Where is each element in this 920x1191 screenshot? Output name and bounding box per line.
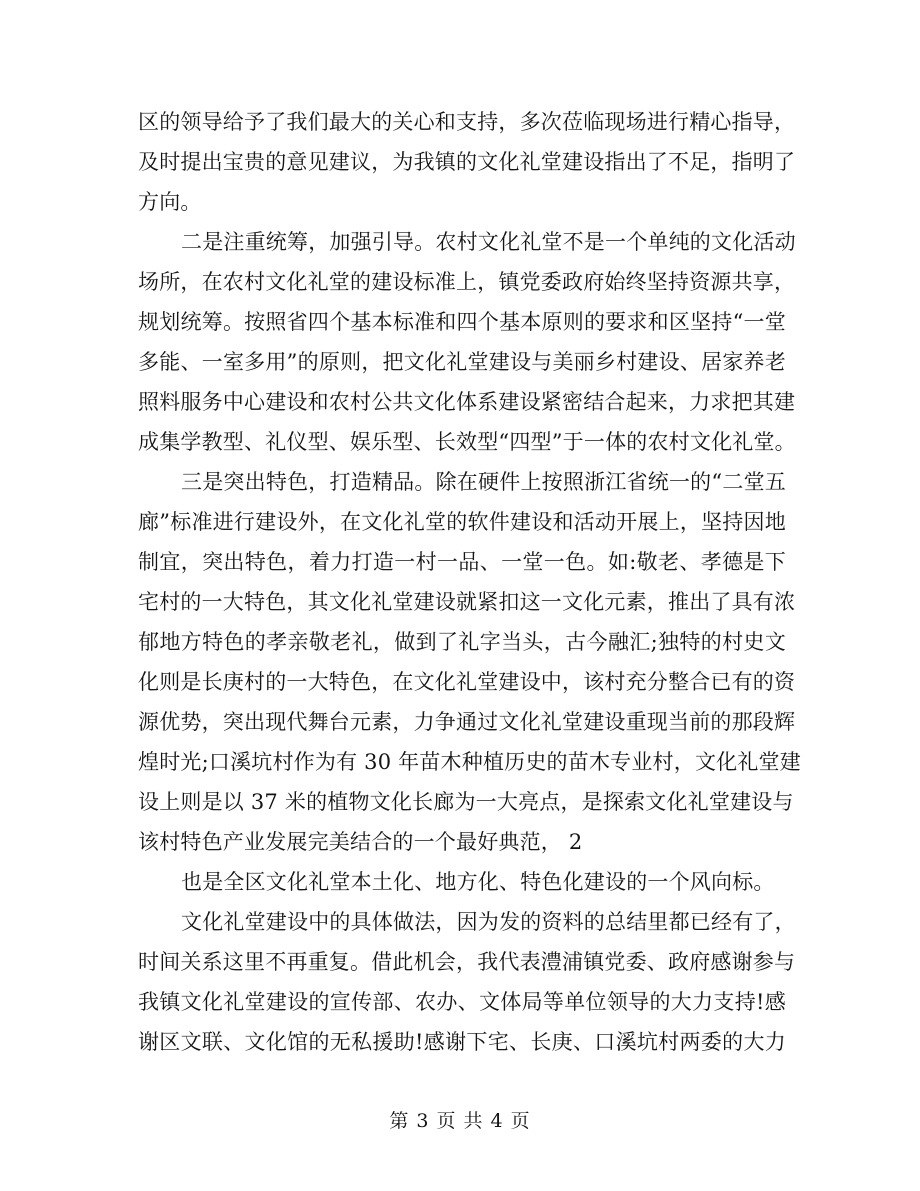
- text-line: 多能、一室多用”的原则，把文化礼堂建设与美丽乡村建设、居家养老: [138, 350, 786, 374]
- document-body: [138, 102, 801, 1062]
- text-line: 制宜，突出特色，着力打造一村一品、一堂一色。如:敬老、孝德是下: [138, 550, 786, 574]
- text-line: 设上则是以 37 米的植物文化长廊为一大亮点，是探索文化礼堂建设与: [138, 790, 794, 814]
- text-line: 谢区文联、文化馆的无私援助!感谢下宅、长庚、口溪坑村两委的大力: [138, 1030, 786, 1054]
- text-line: 照料服务中心建设和农村公共文化体系建设紧密结合起来，力求把其建: [138, 390, 796, 414]
- text-line: 煌时光;口溪坑村作为有 30 年苗木种植历史的苗木专业村，文化礼堂建: [138, 750, 801, 774]
- text-line: 我镇文化礼堂建设的宣传部、农办、文体局等单位领导的大力支持!感: [138, 990, 786, 1014]
- text-line: 时间关系这里不再重复。借此机会，我代表澧浦镇党委、政府感谢参与: [138, 950, 796, 974]
- page-number-footer: 第 3 页 共 4 页: [389, 1110, 531, 1132]
- paragraph-start-line: 也是全区文化礼堂本土化、地方化、特色化建设的一个风向标。: [181, 870, 775, 894]
- text-line: 源优势，突出现代舞台元素，力争通过文化礼堂建设重现当前的那段辉: [138, 710, 796, 734]
- text-line: 该村特色产业发展完美结合的一个最好典范， 2: [138, 830, 583, 854]
- paragraph-start-line: 三是突出特色，打造精品。除在硬件上按照浙江省统一的“二堂五: [181, 470, 786, 494]
- text-line: 成集学教型、礼仪型、娱乐型、长效型“四型”于一体的农村文化礼堂。: [138, 430, 796, 454]
- text-line: 宅村的一大特色，其文化礼堂建设就紧扣这一文化元素，推出了具有浓: [138, 590, 796, 614]
- text-line: 郁地方特色的孝亲敬老礼，做到了礼字当头，古今融汇;独特的村史文: [138, 630, 786, 654]
- text-line: 区的领导给予了我们最大的关心和支持，多次莅临现场进行精心指导，: [138, 110, 796, 134]
- text-line: 场所，在农村文化礼堂的建设标准上，镇党委政府始终坚持资源共享，: [138, 270, 796, 294]
- paragraph-start-line: 文化礼堂建设中的具体做法，因为发的资料的总结里都已经有了，: [181, 910, 796, 934]
- text-line: 方向。: [138, 190, 202, 214]
- text-line: 及时提出宝贵的意见建议，为我镇的文化礼堂建设指出了不足，指明了: [138, 150, 796, 174]
- paragraph-start-line: 二是注重统筹，加强引导。农村文化礼堂不是一个单纯的文化活动: [181, 230, 796, 254]
- text-line: 廊”标准进行建设外，在文化礼堂的软件建设和活动开展上，坚持因地: [138, 510, 786, 534]
- text-line: 规划统筹。按照省四个基本标准和四个基本原则的要求和区坚持“一堂: [138, 310, 786, 334]
- text-line: 化则是长庚村的一大特色，在文化礼堂建设中，该村充分整合已有的资: [138, 670, 796, 694]
